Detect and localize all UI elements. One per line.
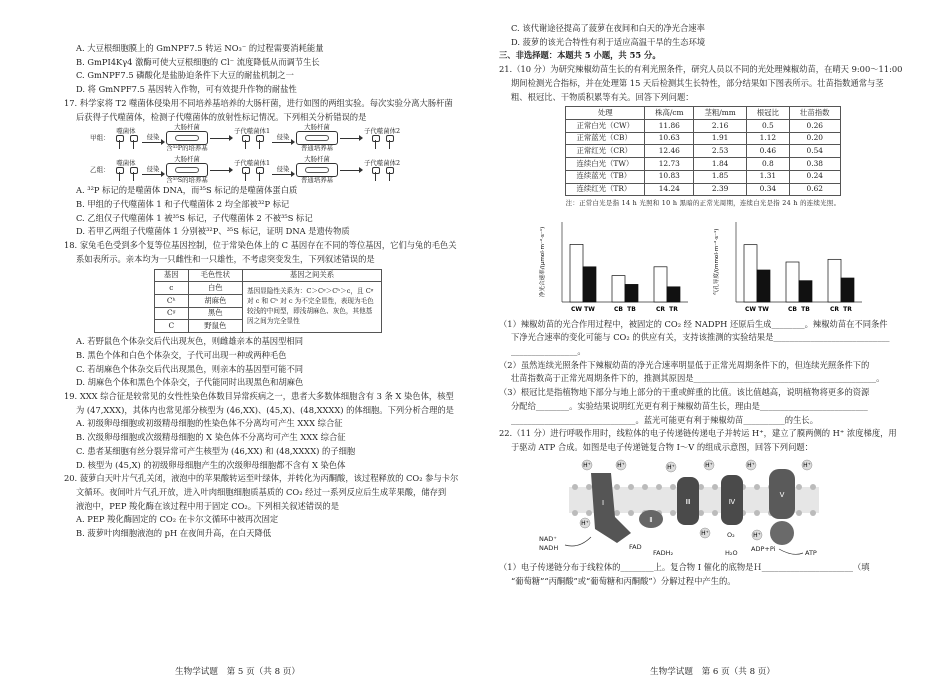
h2o-label: H₂O: [725, 548, 738, 557]
phage-icon: [254, 135, 264, 149]
table-cell: 黑色: [188, 307, 242, 320]
table-row: [566, 158, 840, 171]
table-header: 株高/cm: [645, 107, 694, 120]
phage-icon: [370, 135, 380, 149]
table-cell: 0.8: [746, 158, 789, 171]
table-cell: 正常红光（CR）: [566, 145, 645, 158]
x-tick-label: TB: [801, 305, 810, 313]
proton-icon: [616, 460, 626, 470]
table-cell: 连续白光（TW）: [566, 158, 645, 171]
arrow-icon: [340, 138, 362, 139]
table-header-row: [566, 107, 840, 120]
bar-CB: [612, 275, 625, 301]
phage-icon: [128, 167, 138, 181]
table-cell: 连续蓝光（TB）: [566, 170, 645, 183]
q18-option-b: B. 黑色个体和白色个体杂交，子代可出现一种或两种毛色: [76, 349, 287, 360]
q17-option-c: C. 乙组仅子代噬菌体 1 被³⁵S 标记，子代噬菌体 2 不被³⁵S 标记: [76, 212, 313, 223]
q18-option-a: A. 若野鼠色个体杂交后代出现灰色，则雌雄亲本的基因型相同: [76, 336, 303, 347]
ecoli-label: 大肠杆菌: [174, 122, 200, 131]
x-tick-label: CB: [614, 305, 623, 313]
q21-part-3a: （3）根冠比是指植物地下部分与地上部分的干重或鲜重的比值。该比值越高，说明植物将更多的资源: [499, 387, 870, 398]
proton-icon: [580, 518, 590, 528]
table-cell: 2.53: [694, 145, 746, 158]
q20-stem-3: 液泡中，PEP 羧化酶在该过程中用于固定 CO₂。下列相关叙述错误的是: [76, 500, 339, 511]
q20-option-b: B. 菠萝叶肉细胞液泡的 pH 在夜间升高，在白天降低: [76, 528, 272, 539]
phage-icon: [128, 135, 138, 149]
q21-part-2a: （2）虽然连续光照条件下辣椒幼苗的净光合速率明显低于正常光周期条件下的，但连续光照条件下的: [499, 359, 870, 370]
table-cell: 1.12: [746, 132, 789, 145]
net-photosynthesis-chart: [536, 212, 696, 320]
medium-s-label: 含³⁵S的培养基: [166, 176, 208, 185]
q19-option-a: A. 初级卵母细胞或初级精母细胞的性染色体不分离均可产生 XXX 综合征: [76, 418, 343, 429]
arrow-icon: [340, 170, 362, 171]
question-21: [499, 65, 907, 425]
table-row: [566, 132, 840, 145]
arrow-icon: [142, 174, 164, 175]
page-footer: 生物学试题 第 5 页（共 8 页）: [175, 667, 300, 678]
adp-label: ADP+Pi: [751, 544, 776, 553]
q16-option-a: A. 大豆根细胞膜上的 GmNPF7.5 转运 NO₃⁻ 的过程需要消耗能量: [76, 43, 324, 53]
svg-text:H⁺: H⁺: [617, 461, 625, 469]
x-tick-label: TR: [669, 305, 678, 313]
x-tick-label: CW: [570, 305, 583, 313]
nadh-arrow-icon: [565, 537, 591, 546]
table-cell: 正常蓝光（CB）: [566, 132, 645, 145]
left-column: [64, 44, 464, 543]
table-cell: 0.24: [789, 170, 840, 183]
q21-stem-1: 21.（10 分）为研究辣椒幼苗生长的有利光照条件，研究人员以不同的光处理辣椒幼苗，在晴天 9:00～11:00: [499, 64, 903, 75]
q21-table-note: 注：正常白光是指 14 h 光照和 10 h 黑暗的正常光周期，连续白光是指 24 h 的连续光照。: [565, 199, 841, 208]
q21-part-3b: 分配给________。实验结果说明红光更有利于辣椒幼苗生长，理由是__________________________: [511, 400, 868, 411]
svg-text:H⁺: H⁺: [803, 461, 811, 469]
relation-cell: 基因显隐性关系为：C＞Cᵍ＞Cʰ＞c，且 Cᵍ 对 c 和 Cʰ 对 c 为不完全显性，表现为毛色较浅的中间型，即浅胡麻色、灰色，其他基因之间为完全显性: [243, 282, 382, 333]
phage-icon: [114, 167, 124, 181]
complex-label: Ⅲ: [685, 497, 691, 506]
culture-tube-icon: [166, 131, 208, 145]
bar-TB: [799, 280, 812, 301]
atp-label: ATP: [805, 548, 817, 557]
svg-text:H⁺: H⁺: [753, 531, 761, 539]
table-cell: C: [155, 320, 189, 333]
q21-part-1b: 下净光合速率的变化可能与 CO₂ 的供应有关，支持该推测的实验结果是____________________________: [511, 332, 890, 343]
infect-label: 侵染: [276, 165, 290, 174]
q20-option-a: A. PEP 羧化酶固定的 CO₂ 在卡尔文循环中被再次固定: [76, 514, 279, 525]
electron-transport-chain-figure: [499, 457, 907, 561]
infect-label: 侵染: [276, 133, 290, 142]
x-tick-label: CW: [744, 305, 757, 313]
atp-synthase-head: [770, 521, 794, 545]
bar-TB: [625, 284, 638, 302]
phage-icon: [384, 167, 394, 181]
q18-option-d: D. 胡麻色个体和黑色个体杂交，子代能同时出现黑色和胡麻色: [76, 377, 304, 388]
svg-text:H⁺: H⁺: [667, 463, 675, 471]
table-header: 壮苗指数: [789, 107, 840, 120]
question-19: [64, 392, 464, 470]
svg-text:H⁺: H⁺: [583, 461, 591, 469]
x-tick-label: CR: [655, 305, 666, 313]
ecoli-label: 大肠杆菌: [304, 154, 330, 163]
q16-option-d: D. 将 GmNPF7.5 基因转入作物，可有效提升作物的耐盐性: [76, 84, 297, 95]
ecoli-label: 大肠杆菌: [174, 154, 200, 163]
page-footer: 生物学试题 第 6 页（共 8 页）: [650, 667, 775, 678]
table-cell: 白色: [188, 282, 242, 295]
culture-tube-icon: [166, 163, 208, 177]
table-cell: 12.46: [645, 145, 694, 158]
nadh-label: NADH: [539, 543, 559, 552]
proton-icon: [704, 460, 714, 470]
right-column: [499, 24, 907, 591]
proton-icon: [746, 460, 756, 470]
q20-stem-2: 文循环。夜间叶片气孔开放，进入叶肉细胞细胞质基质的 CO₂ 经过一系列反应后生成苹果酸，储存到: [76, 487, 447, 498]
medium-p-label: 含³²P的培养基: [166, 144, 208, 153]
table-cell: 1.85: [694, 170, 746, 183]
phage-label: 噬菌体: [116, 158, 136, 167]
svg-text:H⁺: H⁺: [705, 461, 713, 469]
table-cell: 0.46: [746, 145, 789, 158]
table-cell: Cᵍ: [155, 307, 189, 320]
q21-part-2b: 壮苗指数高于正常光周期条件下的，推测其原因是____________________________________________。: [511, 373, 885, 384]
q16-options: [64, 44, 464, 95]
q21-stem-3: 粗、根冠比、干物质积累等有关。回答下列问题：: [511, 91, 694, 102]
phage-icon: [384, 135, 394, 149]
phage-label: 噬菌体: [116, 126, 136, 135]
table-cell: 0.5: [746, 120, 789, 133]
table-cell: 1.91: [694, 132, 746, 145]
q16-option-b: B. GmPI4Kγ4 激酶可使大豆根细胞的 Cl⁻ 流度降低从而调节生长: [76, 56, 320, 67]
child2-label: 子代噬菌体2: [364, 158, 401, 167]
atp-arrow-icon: [779, 549, 803, 554]
normal-medium-label: 普通培养基: [301, 144, 333, 153]
table-row: [155, 282, 382, 295]
table-row: [566, 170, 840, 183]
proton-icon: [666, 462, 676, 472]
y-axis-label: 气孔导度/(mmol·m⁻²·s⁻¹): [714, 228, 720, 295]
q19-stem-1: 19. XXX 综合征是较常见的女性性染色体数目异常疾病之一，患者大多数体细胞含有 3 条 X 染色体，核型: [64, 391, 454, 402]
table-cell: 0.54: [789, 145, 840, 158]
q19-option-d: D. 核型为 (45,X) 的初级卵母细胞产生的次级卵母细胞都不含有 X 染色体: [76, 459, 346, 470]
question-18: [64, 241, 464, 388]
q21-part-1a: （1）辣椒幼苗的光合作用过程中，被固定的 CO₂ 经 NADPH 还原后生成________。辣椒幼苗在不同条件: [499, 318, 888, 329]
q18-allele-table: [154, 269, 382, 334]
o2-label: O₂: [727, 530, 735, 539]
q21-stem-2: 期间检测光合指标，并在处理第 15 天后检测其生长特性，部分结果如下图表所示。壮苗指数通常与茎: [511, 77, 884, 88]
complex-label: Ⅴ: [779, 490, 785, 499]
svg-text:H⁺: H⁺: [581, 519, 589, 527]
phage-icon: [240, 167, 250, 181]
q16-option-c: C. GmNPF7.5 磷酸化是盐胁迫条件下大豆的耐盐机制之一: [76, 70, 294, 81]
proton-icon: [802, 460, 812, 470]
fad-label: FAD: [629, 542, 642, 551]
bar-TR: [667, 286, 680, 301]
y-axis-label: 净光合速率/(μmol·m⁻²·s⁻¹): [540, 226, 546, 297]
table-cell: 0.20: [789, 132, 840, 145]
q17-option-d: D. 若甲乙两组子代噬菌体 1 分别被³²P、³⁵S 标记，证明 DNA 是遗传物质: [76, 226, 350, 237]
table-header: 毛色性状: [188, 269, 242, 282]
table-cell: Cʰ: [155, 295, 189, 308]
table-cell: 胡麻色: [188, 295, 242, 308]
table-header: 基因: [155, 269, 189, 282]
culture-tube-icon: [296, 131, 338, 145]
table-row: [566, 145, 840, 158]
complex-label: Ⅰ: [601, 498, 605, 507]
question-22: [499, 429, 907, 586]
child1-label: 子代噬菌体1: [234, 126, 271, 135]
page-right: [475, 0, 950, 688]
proton-icon: [752, 530, 762, 540]
q21-part-3c: ______________________________。蓝光可能更有利于辣椒幼苗__________的生长。: [511, 414, 818, 425]
table-cell: 0.34: [746, 183, 789, 196]
ecoli-label: 大肠杆菌: [304, 122, 330, 131]
q22-stem-2: 于驱动 ATP 合成。如图是电子传递链复合物 Ⅰ～Ⅴ 的组成示意图，回答下列问题：: [511, 442, 813, 453]
q21-charts: [499, 212, 907, 320]
table-cell: 2.39: [694, 183, 746, 196]
svg-text:H⁺: H⁺: [747, 461, 755, 469]
proton-icon: [700, 528, 710, 538]
table-cell: 10.63: [645, 132, 694, 145]
question-20: [64, 474, 464, 538]
phage-icon: [254, 167, 264, 181]
table-header-row: [155, 269, 382, 282]
table-cell: 12.73: [645, 158, 694, 171]
table-cell: 2.16: [694, 120, 746, 133]
q18-option-c: C. 若胡麻色个体杂交后代出现黑色，则亲本的基因型可能不同: [76, 363, 304, 374]
question-17: [64, 99, 464, 237]
table-cell: 14.24: [645, 183, 694, 196]
infect-label: 侵染: [146, 165, 160, 174]
table-cell: 0.62: [789, 183, 840, 196]
complex-label: Ⅱ: [649, 515, 653, 524]
complex-label: Ⅳ: [728, 497, 736, 506]
x-tick-label: TB: [627, 305, 636, 313]
table-cell: 正常白光（CW）: [566, 120, 645, 133]
phage-icon: [114, 135, 124, 149]
bar-TW: [583, 266, 596, 301]
table-row: [566, 183, 840, 196]
q18-stem-2: 系如表所示。亲本均为一只雌性和一只雄性，不考虑突变发生，下列叙述错误的是: [76, 253, 375, 264]
q19-option-b: B. 次级卵母细胞或次级精母细胞的 X 染色体不分离均可产生 XXX 综合征: [76, 432, 346, 443]
culture-tube-icon: [296, 163, 338, 177]
table-cell: 1.84: [694, 158, 746, 171]
q18-stem-1: 18. 家兔毛色受到多个复等位基因控制，位于常染色体上的 C 基因存在不同的等位基因，它们与兔的毛色关: [64, 240, 457, 251]
table-header: 根冠比: [746, 107, 789, 120]
arrow-icon: [210, 170, 232, 171]
q19-option-c: C. 患者某细胞有丝分裂异常可产生核型为 (46,XX) 和 (48,XXXX) 的子细胞: [76, 445, 356, 456]
table-cell: c: [155, 282, 189, 295]
q22-part-1b: “葡萄糖”“丙酮酸”或“葡萄糖和丙酮酸”）分解过程中产生的。: [511, 576, 736, 587]
table-cell: 1.31: [746, 170, 789, 183]
fadh2-label: FADH₂: [653, 548, 674, 557]
table-header: 处理: [566, 107, 645, 120]
q22-part-1a: （1）电子传递链分布于线粒体的________上。复合物 Ⅰ 催化的底物是Ｈ______________________（填: [499, 562, 870, 573]
x-tick-label: TW: [758, 305, 769, 313]
q17-group-b-flow: [90, 154, 464, 185]
q17-group-a-label: 甲组：: [90, 133, 110, 142]
q21-part-1c: ________________。: [511, 346, 586, 357]
q17-stem-1: 17. 科学家将 T2 噬菌体侵染用不同培养基培养的大肠杆菌，进行如图的两组实验。每次实验分离大肠杆菌: [64, 97, 453, 108]
arrow-icon: [142, 142, 164, 143]
arrow-icon: [210, 138, 232, 139]
q22-stem-1: 22.（11 分）进行呼吸作用时，线粒体的电子传递链传递电子并转运 H⁺，建立了膜两侧的 H⁺ 浓度梯度，用: [499, 428, 897, 439]
arrow-icon: [272, 174, 294, 175]
q17-stem-2: 后获得子代噬菌体，检测子代噬菌体的放射性标记情况。下列相关分析错误的是: [76, 111, 367, 122]
table-cell: 11.86: [645, 120, 694, 133]
table-cell: 0.38: [789, 158, 840, 171]
phage-icon: [240, 135, 250, 149]
child1-label: 子代噬菌体1: [234, 158, 271, 167]
table-header: 茎粗/mm: [694, 107, 746, 120]
q17-option-b: B. 甲组的子代噬菌体 1 和子代噬菌体 2 均全部被³²P 标记: [76, 199, 290, 210]
q19-stem-2: 为 (47,XXX)，其体内也常见部分核型为 (46,XX)、(45,X)、(48,XXXX) 的体细胞。下列分析合理的是: [76, 404, 454, 415]
table-cell: 野鼠色: [188, 320, 242, 333]
infect-label: 侵染: [146, 133, 160, 142]
x-tick-label: CB: [788, 305, 797, 313]
bar-CR: [654, 266, 667, 301]
x-tick-label: TW: [584, 305, 595, 313]
q17-group-b-label: 乙组：: [90, 165, 110, 174]
proton-icon: [582, 460, 592, 470]
table-cell: 10.83: [645, 170, 694, 183]
x-tick-label: TR: [843, 305, 852, 313]
table-cell: 0.26: [789, 120, 840, 133]
bar-CW: [744, 244, 757, 301]
bar-CB: [786, 262, 799, 302]
normal-medium-label: 普通培养基: [301, 176, 333, 185]
q17-group-a-flow: [90, 122, 464, 153]
q21-growth-table: [565, 106, 840, 196]
section-heading: 三、非选择题：本题共 5 小题，共 55 分。: [499, 50, 661, 61]
bar-TW: [757, 270, 770, 302]
bar-TR: [841, 278, 854, 302]
table-header: 基因之间关系: [243, 269, 382, 282]
stomatal-conductance-chart: [710, 212, 870, 320]
table-row: [566, 120, 840, 133]
arrow-icon: [272, 142, 294, 143]
q17-option-a: A. ³²P 标记的是噬菌体 DNA，而³⁵S 标记的是噬菌体蛋白质: [76, 185, 298, 196]
bar-CW: [570, 244, 583, 302]
x-tick-label: CR: [829, 305, 840, 313]
q20-stem-1: 20. 菠萝白天叶片气孔关闭，液泡中的苹果酸转运至叶绿体，并转化为丙酮酸，该过程释放的 CO₂ 参与卡尔: [64, 473, 459, 484]
q17-figure: [86, 122, 464, 185]
table-cell: 连续红光（TR）: [566, 183, 645, 196]
phage-icon: [370, 167, 380, 181]
bar-CR: [828, 259, 841, 302]
q20-option-c: C. 该代谢途径提高了菠萝在夜间和白天的净光合速率: [511, 23, 705, 33]
q20-option-d: D. 菠萝的该光合特性有利于适应高温干旱的生态环境: [511, 36, 706, 47]
nad-label: NAD⁺: [539, 534, 557, 543]
child2-label: 子代噬菌体2: [364, 126, 401, 135]
svg-text:H⁺: H⁺: [701, 529, 709, 537]
